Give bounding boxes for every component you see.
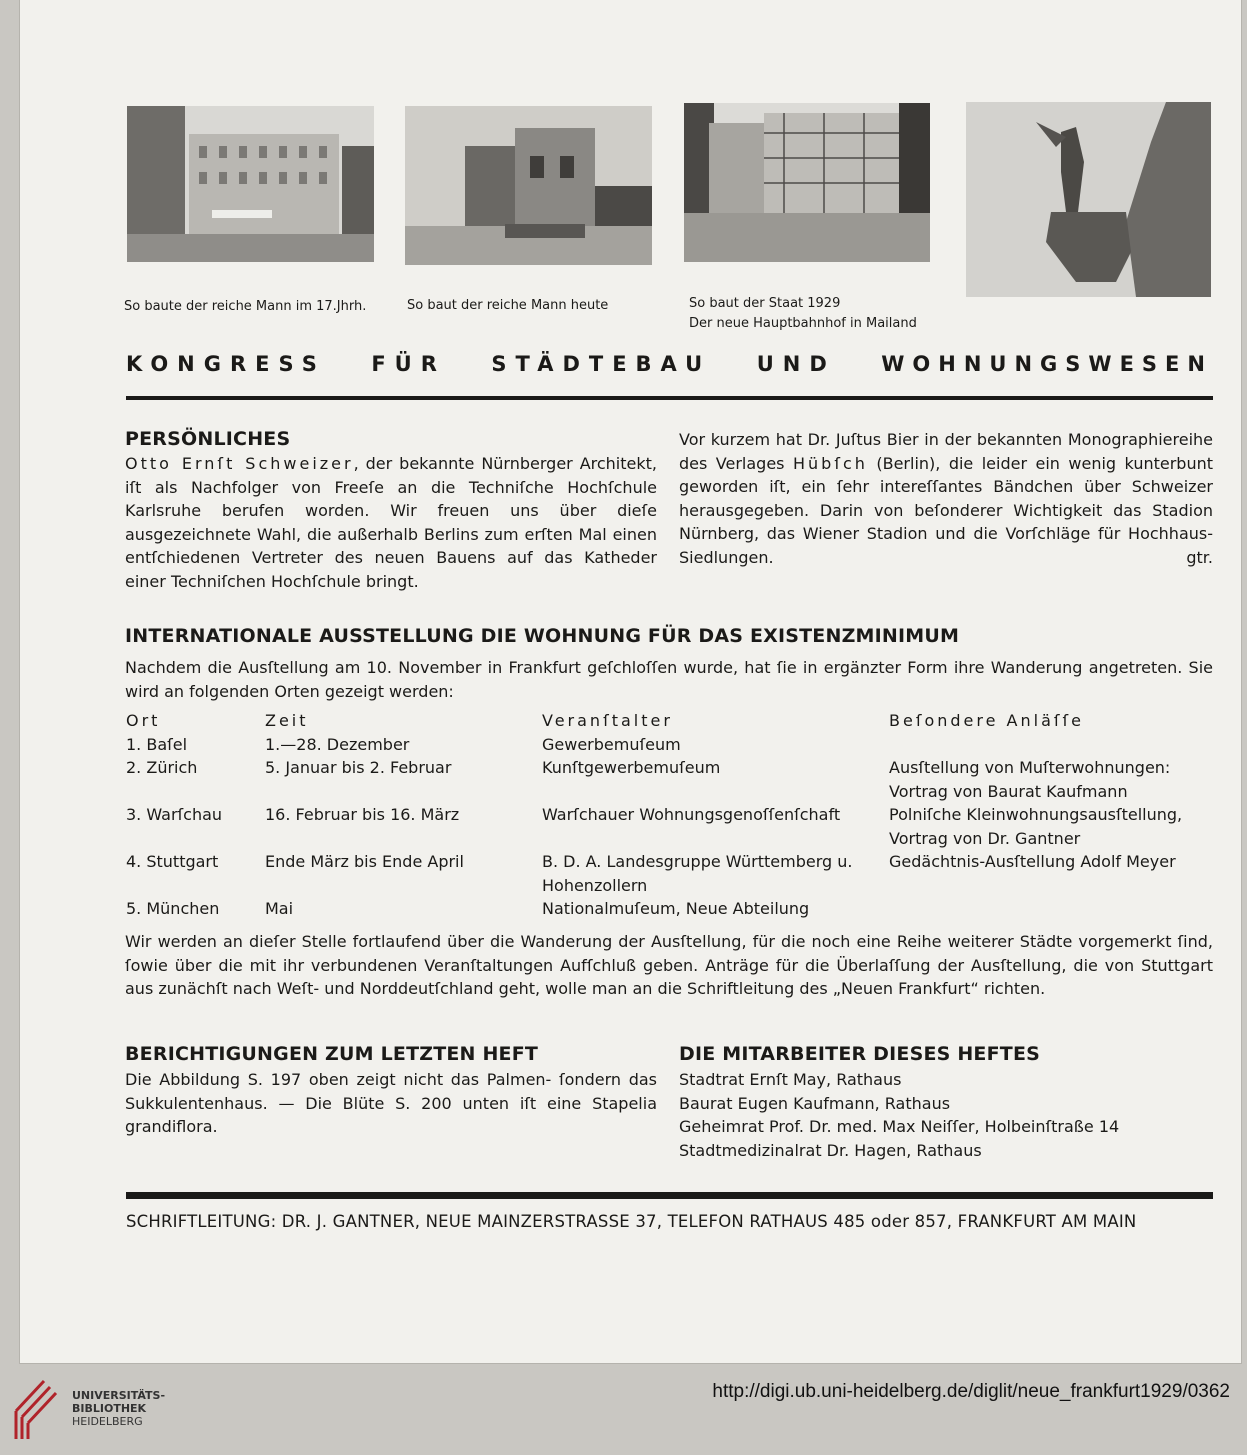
- table-row: [126, 803, 1216, 850]
- list-item: Stadtrat Ernſt May, Rathaus: [679, 1070, 902, 1089]
- library-line: UNIVERSITÄTS-: [72, 1389, 166, 1402]
- publisher-name: Hübſch: [792, 453, 868, 473]
- caption-villa: So baut der reiche Mann heute: [407, 298, 609, 313]
- col-zeit: Zeit: [265, 711, 309, 730]
- library-line: BIBLIOTHEK: [72, 1402, 147, 1415]
- main-title-word: FÜR: [371, 352, 446, 376]
- persoenliches-right-b: (Berlin), die leider ein wenig kunterbunt geworden iſt, ein ſehr intereſſantes Bändchen über Schweizer herausgegeben. Darin von beſonderer Wichtigkeit das Stadion Nürnberg, das Wiener Stadion und die Vorſchläge für Hochhaus-Siedlungen.: [679, 453, 1213, 567]
- cell-zeit: Mai: [265, 899, 294, 918]
- cell-ort: 3. Warſchau: [126, 805, 223, 824]
- persoenliches-right-a: Vor kurzem hat Dr. Juſtus Bier in der bekannten Monographiereihe des Verlages: [679, 430, 1213, 473]
- cell-anlaesse: Gedächtnis-Ausſtellung Adolf Meyer: [889, 852, 1176, 871]
- persoenliches-left-text: [125, 452, 657, 593]
- caption-palazzo: So baute der reiche Mann im 17.Jhrh.: [124, 299, 367, 314]
- cell-veranstalter: Nationalmuſeum, Neue Abteilung: [542, 899, 810, 918]
- mitarbeiter-list: [679, 1068, 1213, 1162]
- table-row: [126, 897, 1216, 921]
- persoenliches-body: , der bekannte Nürnberger Architekt, iſt als Nachfolger von Freeſe an die Techniſche Hochſchule Karlsruhe berufen worden. Wir freuen uns über dieſe ausgezeichnete Wahl, die außerhalb Berlins zum erſten Mal einen entſchiedenen Vertreter des neuen Bauens auf das Katheder einer Techniſchen Hochſchule bringt.: [125, 454, 657, 591]
- magazine-page: [20, 0, 1241, 1363]
- cell-ort: 4. Stuttgart: [126, 852, 219, 871]
- cell-anlaesse: [889, 733, 1216, 757]
- main-title-word: WOHNUNGSWESEN: [881, 352, 1213, 376]
- list-item: Baurat Eugen Kaufmann, Rathaus: [679, 1093, 951, 1113]
- cell-anlaesse: Polniſche Kleinwohnungsausſtellung, Vortrag von Dr. Gantner: [889, 805, 1183, 848]
- exhibition-table: [126, 709, 1216, 921]
- cell-veranstalter: Gewerbemuſeum: [542, 734, 681, 754]
- source-url-link[interactable]: http://digi.ub.uni-heidelberg.de/diglit/neue_frankfurt1929/0362: [712, 1381, 1230, 1402]
- persoenliches-name: Otto Ernſt Schweizer: [125, 454, 354, 473]
- berichtigungen-text: Die Abbildung S. 197 oben zeigt nicht das Palmen- ſondern das Sukkulentenhaus. — Die Blüte S. 200 unten iſt eine Stapelia grandiflora.: [125, 1070, 657, 1136]
- col-ort: Ort: [126, 711, 161, 730]
- title-rule: [126, 396, 1213, 400]
- footer-rule: [126, 1192, 1213, 1199]
- cell-zeit: 5. Januar bis 2. Februar: [265, 758, 452, 777]
- imprint: SCHRIFTLEITUNG: DR. J. GANTNER, NEUE MAINZERSTRASSE 37, TELEFON RATHAUS 485 oder 857, FRANKFURT AM MAIN: [126, 1212, 1137, 1231]
- persoenliches-right-text: [679, 428, 1213, 569]
- main-title-word: KONGRESS: [126, 352, 326, 376]
- cell-ort: 5. München: [126, 899, 220, 918]
- main-title-word: STÄDTEBAU: [491, 352, 712, 376]
- cell-veranstalter: Kunſtgewerbemuſeum: [542, 758, 721, 777]
- main-title: [126, 352, 1213, 376]
- cell-zeit: 16. Februar bis 16. März: [265, 805, 460, 824]
- exhibition-intro: Nachdem die Ausſtellung am 10. November in Frankfurt geſchloſſen wurde, hat ſie in ergänzter Form ihre Wanderung angetreten. Sie wird an folgenden Orten gezeigt werden:: [125, 658, 1213, 701]
- cell-anlaesse: Ausſtellung von Muſterwohnungen: Vortrag von Baurat Kaufmann: [889, 758, 1171, 801]
- cell-ort: 1. Baſel: [126, 734, 188, 754]
- list-item: Stadtmedizinalrat Dr. Hagen, Rathaus: [679, 1140, 982, 1160]
- list-item: Geheimrat Prof. Dr. med. Max Neiſſer, Holbeinſtraße 14: [679, 1117, 1120, 1136]
- photo-villa: [405, 106, 652, 265]
- cell-veranstalter: Warſchauer Wohnungsgenoſſenſchaft: [542, 805, 841, 824]
- berichtigungen-heading: BERICHTIGUNGEN ZUM LETZTEN HEFT: [125, 1043, 539, 1065]
- persoenliches-signature: gtr.: [1186, 548, 1213, 567]
- photo-station-construction: [684, 103, 930, 262]
- cell-zeit: 1.—28. Dezember: [265, 734, 410, 754]
- persoenliches-heading: PERSÖNLICHES: [125, 428, 291, 450]
- caption-state-building: So baut der Staat 1929: [689, 296, 841, 311]
- col-veranstalter: Veranſtalter: [542, 711, 673, 730]
- exhibition-outro: Wir werden an dieſer Stelle fortlaufend über die Wanderung der Ausſtellung, für die noch eine Reihe weiterer Städte vorgemerkt ſind, ſowie über die mit ihr verbundenen Veranſtaltungen Aufſchluß geben. Anträge für die Überlaſſung der Ausſtellung, die von Stuttgart aus zunächſt nach Weſt- und Norddeutſchland geht, wolle man an die Schriftleitung des „Neuen Frankfurt“ richten.: [125, 932, 1213, 998]
- cell-ort: 2. Zürich: [126, 758, 198, 777]
- exhibition-heading: INTERNATIONALE AUSSTELLUNG DIE WOHNUNG FÜR DAS EXISTENZMINIMUM: [125, 625, 960, 647]
- mitarbeiter-heading: DIE MITARBEITER DIESES HEFTES: [679, 1043, 1041, 1065]
- main-title-word: UND: [756, 352, 836, 376]
- cell-anlaesse: [889, 897, 1216, 921]
- table-row: [126, 733, 1216, 757]
- table-row: [126, 756, 1216, 803]
- library-line: HEIDELBERG: [72, 1415, 143, 1428]
- photo-sculpture: [966, 102, 1211, 297]
- cell-zeit: Ende März bis Ende April: [265, 852, 464, 871]
- photo-palazzo: [127, 106, 374, 262]
- table-row: [126, 850, 1216, 897]
- library-name: [72, 1389, 165, 1428]
- cell-veranstalter: B. D. A. Landesgruppe Württemberg u. Hohenzollern: [542, 852, 853, 895]
- caption-milan-station: Der neue Hauptbahnhof in Mailand: [689, 316, 917, 331]
- col-anlaesse: Beſondere Anläſſe: [889, 711, 1084, 730]
- table-header-row: [126, 709, 1216, 733]
